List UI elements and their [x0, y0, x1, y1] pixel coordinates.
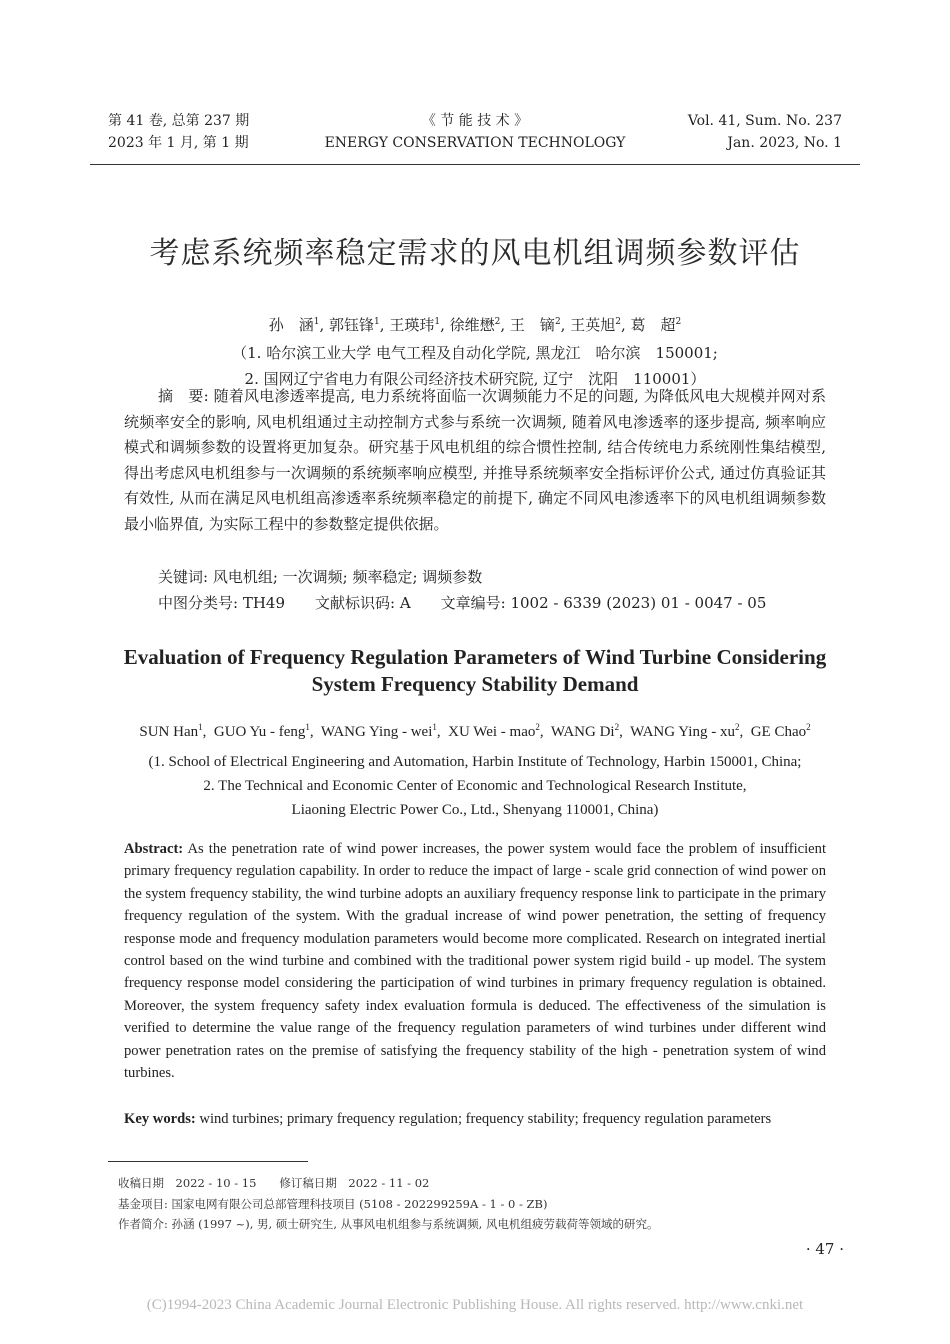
- author: SUN Han$^1$: [139, 722, 203, 740]
- english-affiliations: [0, 750, 950, 822]
- author: 王英旭$^2$: [570, 316, 621, 334]
- footnotes: [118, 1173, 658, 1235]
- author: GE Chao$^2$: [750, 722, 811, 740]
- affiliation-line: Liaoning Electric Power Co., Ltd., Shenyang 110001, China): [291, 802, 659, 818]
- chinese-title: 考虑系统频率稳定需求的风电机组调频参数评估: [149, 236, 801, 271]
- author: WANG Di$^2$: [550, 722, 620, 740]
- journal-volume-info: [108, 110, 249, 154]
- author: WANG Ying - $xu^2$: [630, 722, 740, 740]
- header-divider: [90, 164, 860, 165]
- author-bio: 作者简介: 孙涵 (1997 ~), 男, 硕士研究生, 从事风电机组参与系统调频, 风电机组疲劳载荷等领域的研究。: [118, 1217, 659, 1231]
- author: 孙 涵$^1$: [268, 316, 320, 334]
- author: WANG Ying - wei$^1$: [320, 722, 437, 740]
- page-number: · 47 ·: [805, 1240, 844, 1258]
- english-abstract: [124, 838, 826, 1084]
- author: 郭钰锋$^1$: [329, 316, 380, 334]
- copyright-watermark: (C)1994-2023 China Academic Journal Electronic Publishing House. All rights reserved. http://www.cnki.net: [146, 1297, 804, 1313]
- english-title-line: System Frequency Stability Demand: [311, 672, 639, 696]
- author: 葛 超$^2$: [630, 316, 682, 334]
- chinese-keywords: 关键词: 风电机组; 一次调频; 频率稳定; 调频参数: [158, 568, 483, 586]
- affiliation-line: （1. 哈尔滨工业大学 电气工程及自动化学院, 黑龙江 哈尔滨 150001;: [232, 344, 718, 362]
- volume-line: 第 41 卷, 总第 237 期: [108, 113, 250, 129]
- english-title: [60, 644, 890, 698]
- chinese-abstract: 摘 要: 随着风电渗透率提高, 电力系统将面临一次调频能力不足的问题, 为降低风电大规模并网对系统频率安全的影响, 风电机组通过主动控制方式参与系统一次调频, 随着风电渗透率的逐步提高, 频率响应模式和调频参数的设置将更加复杂。研究基于风电机组的综合惯性控制, 结合传统电力系统刚性集结模型, 得出考虑风电机组参与一次调频的系统频率响应模型, 并推导系统频率安全指标评价公式, 通过仿真验证其有效性, 从而在满足风电机组高渗透率系统频率稳定的前提下, 确定不同风电渗透率下的风电机组调频参数最小临界值, 为实际工程中的参数整定提供依据。: [124, 387, 826, 533]
- abstract-label: Abstract:: [124, 841, 184, 857]
- chinese-authors: 孙 涵$^1$, 郭钰锋$^1$, 王瑛玮$^1$, 徐维懋$^2$, 王 镝$^2$, 王英旭$^2$, 葛 超$^2$: [268, 316, 682, 334]
- author: GUO Yu - feng$^1$: [213, 722, 310, 740]
- english-keywords: [124, 1108, 826, 1130]
- abstract-text: As the penetration rate of wind power increases, the power system would face the problem of insufficient primary frequency regulation capability. In order to reduce the impact of large - scale grid connection of wind power on the system frequency stability, the wind turbine adopts an auxiliary frequency response link to participate in the primary frequency regulation of the system. With the gradual increase of wind power penetration, the setting of frequency response mode and frequency modulation parameters would become more complicated. Research on integrated inertial control based on the wind turbine and combined with the traditional power system rigid build - up model. The system frequency response model considering the participation of wind turbines in primary frequency regulation is obtained. Moreover, the system frequency safety index evaluation formula is deduced. The effectiveness of the simulation is verified to determine the value range of the frequency regulation parameters of wind turbines under different wind power penetration rates on the premise of satisfying the frequency stability of the high - penetration system of wind turbines.: [124, 841, 826, 1082]
- journal-name: [300, 110, 650, 154]
- keywords-text: wind turbines; primary frequency regulation; frequency stability; frequency regulation parameters: [195, 1111, 772, 1127]
- footnote-divider: [108, 1161, 308, 1162]
- author: 王 镝$^2$: [509, 316, 561, 334]
- journal-name-cn: 《 节 能 技 术 》: [421, 113, 529, 129]
- journal-volume-info-en: [688, 110, 842, 154]
- issue-line-en: Jan. 2023, No. 1: [727, 135, 842, 151]
- affiliation-line: 2. The Technical and Economic Center of Economic and Technological Research Institute,: [203, 778, 747, 794]
- received-date: 收稿日期 2022 - 10 - 15 修订稿日期 2022 - 11 - 02: [118, 1176, 430, 1190]
- issue-line: 2023 年 1 月, 第 1 期: [108, 135, 249, 151]
- volume-line-en: Vol. 41, Sum. No. 237: [687, 113, 842, 129]
- english-authors: SUN Han$^1$, GUO Yu - feng$^1$, WANG Ying - wei$^1$, XU Wei - mao$^2$, WANG Di$^2$, WANG Ying - $xu^2$, GE Chao$^2$: [139, 722, 811, 740]
- affiliation-line: 2. 国网辽宁省电力有限公司经济技术研究院, 辽宁 沈阳 110001）: [244, 370, 706, 388]
- author: XU Wei - mao$^2$: [448, 722, 540, 740]
- affiliation-line: (1. School of Electrical Engineering and Automation, Harbin Institute of Technology, Harbin 150001, China;: [148, 754, 802, 770]
- fund-info: 基金项目: 国家电网有限公司总部管理科技项目 (5108 - 202299259A - 1 - 0 - ZB): [118, 1196, 548, 1211]
- journal-name-en: ENERGY CONSERVATION TECHNOLOGY: [324, 135, 626, 151]
- keywords-label: Key words:: [124, 1111, 196, 1127]
- english-title-line: Evaluation of Frequency Regulation Parameters of Wind Turbine Considering: [123, 645, 827, 669]
- classification-info: 中图分类号: TH49 文献标识码: A 文章编号: 1002 - 6339 (2023) 01 - 0047 - 05: [158, 594, 767, 612]
- author: 王瑛玮$^1$: [389, 316, 441, 334]
- author: 徐维懋$^2$: [449, 316, 501, 334]
